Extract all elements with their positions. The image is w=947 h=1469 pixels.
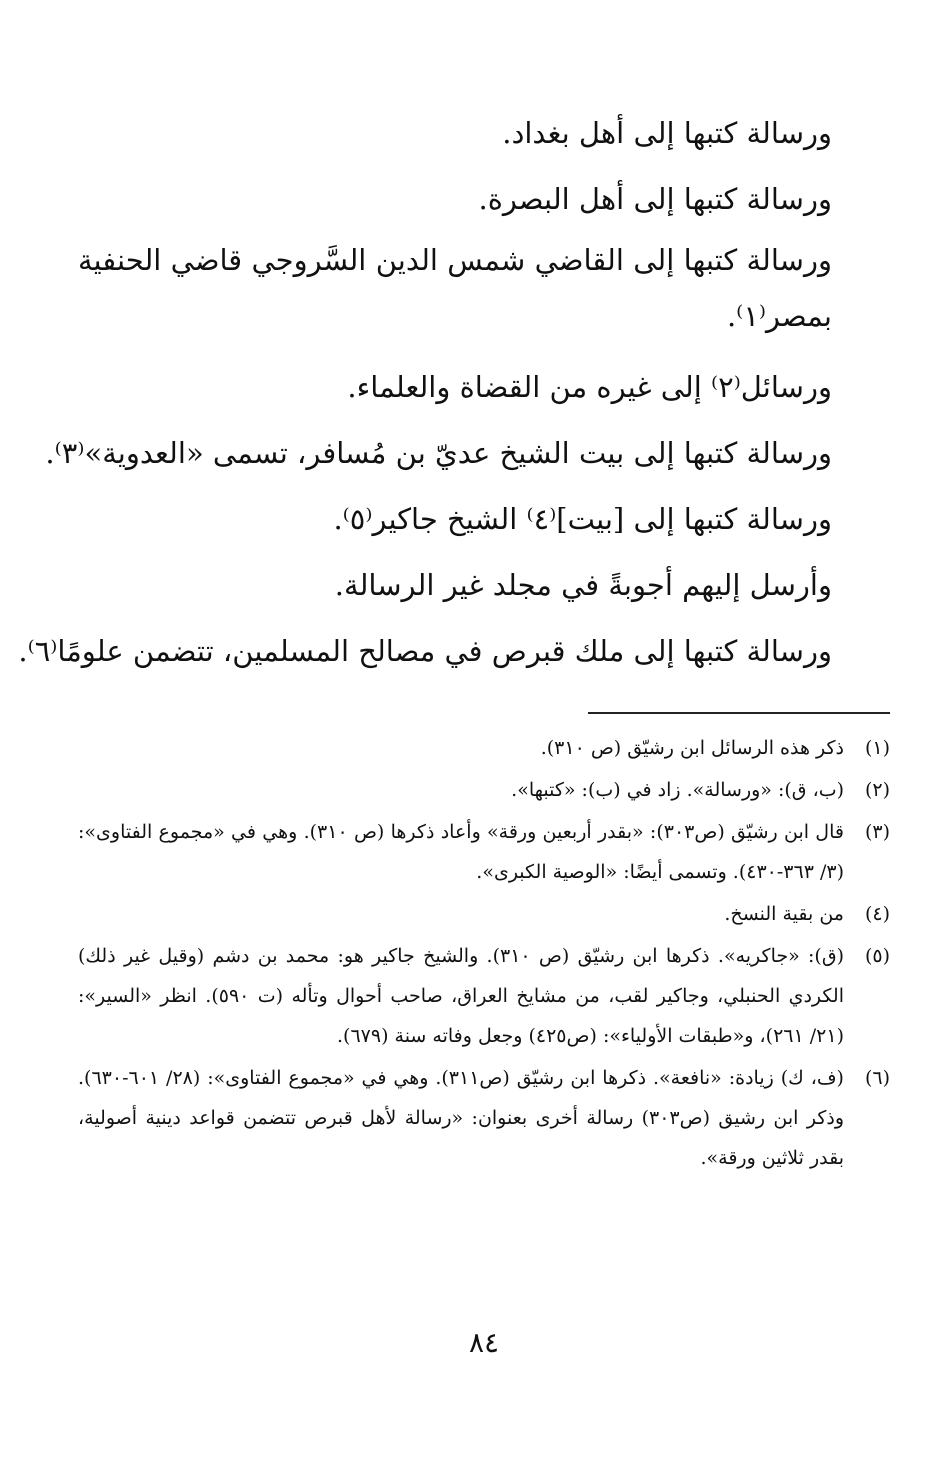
footnote [78, 936, 890, 1056]
footnote-number: (٤) [864, 903, 890, 925]
footnote-number: (٣) [864, 821, 890, 843]
footnote [78, 894, 890, 934]
footnote-text: ذكر هذه الرسائل ابن رشيّق (ص ٣١٠). [540, 737, 844, 759]
footnote-number: (٥) [864, 945, 890, 967]
footnote-text: (ب، ق): «ورسالة». زاد في (ب): «كتبها». [511, 779, 844, 801]
paragraph-letter-cyprus: ورسالة كتبها إلى ملك قبرص في مصالح المسلمين، تتضمن علومًا⁽٦⁾. [18, 634, 832, 668]
footnote-text: (ق): «جاكريه». ذكرها ابن رشيّق (ص ٣١٠). والشيخ جاكير هو: محمد بن دشم (وقيل غير ذلك) الكردي الحنبلي، وجاكير لقب، من مشايخ العراق، صاحب أحوال وتأله (ت ٥٩٠). انظر «السير»: (٢١/ ٢٦١)، و«طبقات الأولياء»: (ص٤٢٥) وجعل وفاته سنة (٦٧٩). [78, 945, 844, 1047]
main-text [18, 100, 890, 684]
footnote-separator [588, 712, 890, 714]
paragraph-letter-adi: ورسالة كتبها إلى بيت الشيخ عديّ بن مُسافر، تسمى «العدوية»⁽٣⁾. [45, 436, 832, 470]
footnote-text: قال ابن رشيّق (ص٣٠٣): «بقدر أربعين ورقة» وأعاد ذكرها (ص ٣١٠). وهي في «مجموع الفتاوى»: (٣/ ٣٦٣-٤٣٠). وتسمى أيضًا: «الوصية الكبرى». [78, 821, 844, 883]
paragraph-letters-judges: ورسائل⁽٢⁾ إلى غيره من القضاة والعلماء. [347, 370, 832, 404]
footnote-number: (٦) [864, 1067, 890, 1089]
page-number: ٨٤ [468, 1326, 500, 1359]
footnotes [78, 728, 890, 1180]
footnote-text: من بقية النسخ. [724, 903, 844, 925]
paragraph-answers: وأرسل إليهم أجوبةً في مجلد غير الرسالة. [334, 568, 832, 602]
footnote [78, 812, 890, 892]
footnote-number: (٢) [864, 779, 890, 801]
paragraph-letter-sarruji: ورسالة كتبها إلى القاضي شمس الدين السَّروجي قاضي الحنفية بمصر⁽١⁾. [78, 243, 832, 333]
paragraph-letter-jakir: ورسالة كتبها إلى [بيت]⁽٤⁾ الشيخ جاكير⁽٥⁾. [333, 502, 832, 536]
footnote-text: (ف، ك) زيادة: «نافعة». ذكرها ابن رشيّق (ص٣١١). وهي في «مجموع الفتاوى»: (٢٨/ ٦٠١-٦٣٠). وذكر ابن رشيق (ص٣٠٣) رسالة أخرى بعنوان: «رسالة لأهل قبرص تتضمن قواعد دينية أصولية، بقدر ثلاثين ورقة». [78, 1067, 844, 1169]
paragraph-letter-basra: ورسالة كتبها إلى أهل البصرة. [478, 182, 832, 216]
footnote [78, 770, 890, 810]
book-page [18, 0, 890, 1469]
footnote-number: (١) [864, 737, 890, 759]
footnote [78, 728, 890, 768]
paragraph-letter-baghdad: ورسالة كتبها إلى أهل بغداد. [502, 116, 832, 150]
footnote [78, 1058, 890, 1178]
